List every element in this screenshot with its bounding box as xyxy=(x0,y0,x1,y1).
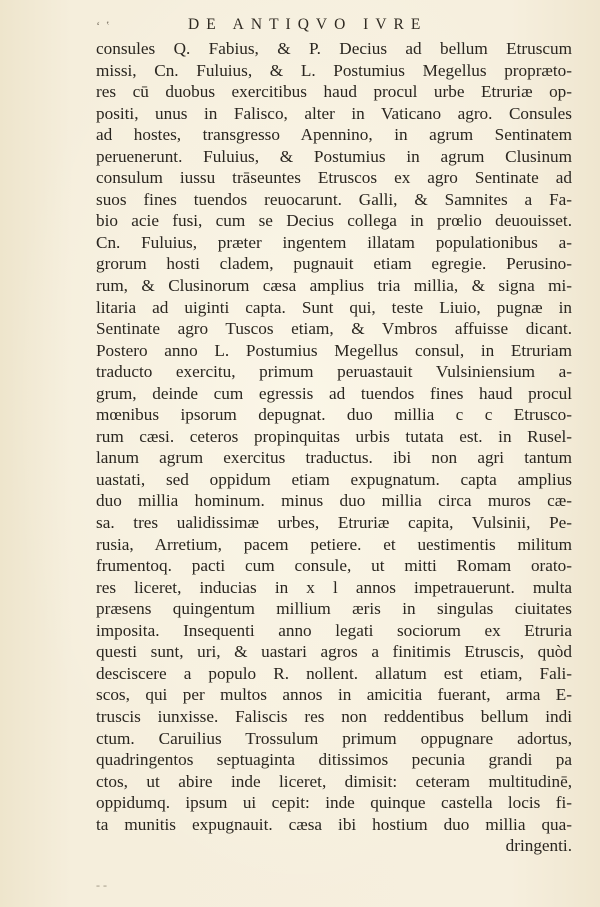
text-line: uastati, sed oppidum etiam expugnatum. capta amplius xyxy=(96,469,572,489)
text-line: questi sunt, uri, & uastari agros a finitimis Etruscis, quòd xyxy=(96,642,572,662)
text-line: ctos, ut abire inde liceret, dimisit: ceteram multitudinē, xyxy=(96,771,572,791)
text-line: missi, Cn. Fuluius, & L. Postumius Megellus propræto- xyxy=(96,60,572,80)
text-line: rusia, Arretium, pacem petiere. et uestimentis militum xyxy=(96,534,572,554)
running-title: DE ANTIQVO IVRE xyxy=(188,16,428,33)
text-line: Sentinate agro Tuscos etiam, & Vmbros affuisse dicant. xyxy=(96,319,572,339)
text-line: sa. tres ualidissimæ urbes, Etruriæ capita, Vulsinii, Pe- xyxy=(96,513,572,533)
text-line: truscis iunxisse. Faliscis res non reddentibus bellum indi xyxy=(96,706,572,726)
text-line: præsens quingentum millium æris in singulas ciuitates xyxy=(96,599,572,619)
text-line: litaria ad uiginti capta. Sunt qui, teste Liuio, pugnæ in xyxy=(96,297,572,317)
text-line: imposita. Insequenti anno legati sociorum ex Etruria xyxy=(96,620,572,640)
text-line: quadringentos septuaginta ditissimos pecunia grandi pa xyxy=(96,750,572,770)
printer-mark: ʻ ʽ xyxy=(96,18,111,33)
text-line: frumentoq. pacti cum consule, ut mitti Romam orato- xyxy=(96,556,572,576)
text-line: positi, unus in Falisco, alter in Vaticano agro. Consules xyxy=(96,103,572,123)
text-line: ad hostes, transgresso Apennino, in agrum Sentinatem xyxy=(96,125,572,145)
text-line: consulum iussu trāseuntes Etruscos ex agro Sentinate ad xyxy=(96,168,572,188)
text-line: Cn. Fuluius, præter ingentem illatam populationibus a- xyxy=(96,232,572,252)
text-line: mœnibus ipsorum depugnat. duo millia c c Etrusco- xyxy=(96,405,572,425)
text-line: Postero anno L. Postumius Megellus consul, in Etruriam xyxy=(96,340,572,360)
running-head xyxy=(0,14,600,40)
text-line: duo millia hominum. minus duo millia circa muros cæ- xyxy=(96,491,572,511)
text-line: traducto exercitu, primum peruastauit Vulsiniensium a- xyxy=(96,362,572,382)
text-line: lanum agrum exercitus traductus. ibi non agri tantum xyxy=(96,448,572,468)
text-line: ta munitis expugnauit. cæsa ibi hostium duo millia qua- xyxy=(96,814,572,834)
body-text xyxy=(96,38,572,857)
text-line: grorum hosti cladem, pugnauit etiam egregie. Perusino- xyxy=(96,254,572,274)
text-line: grum, deinde cum egressis ad tuendos fines haud procul xyxy=(96,383,572,403)
text-line: rum cæsi. ceteros propinquitas urbis tutata est. in Rusel- xyxy=(96,426,572,446)
text-line: peruenerunt. Fuluius, & Postumius in agrum Clusinum xyxy=(96,146,572,166)
text-line: rum, & Clusinorum cæsa amplius tria millia, & signa mi- xyxy=(96,276,572,296)
text-line: bio acie fusi, cum se Decius collega in prœlio deuouisset. xyxy=(96,211,572,231)
text-line: suos fines tuendos reuocarunt. Galli, & Samnites a Fa- xyxy=(96,189,572,209)
text-line: oppidumq. ipsum ui cepit: inde quinque castella locis fi- xyxy=(96,793,572,813)
catchword: dringenti. xyxy=(505,836,572,856)
text-line: res cū duobus exercitibus haud procul urbe Etruriæ op- xyxy=(96,82,572,102)
text-line: scos, qui per multos annos in amicitia fuerant, arma E- xyxy=(96,685,572,705)
text-line: consules Q. Fabius, & P. Decius ad bellum Etruscum xyxy=(96,39,572,58)
text-line: res liceret, inducias in x l annos impetrauerunt. multa xyxy=(96,577,572,597)
text-line: desciscere a populo R. nollent. allatum est etiam, Fali- xyxy=(96,663,572,683)
text-line: ctum. Caruilius Trossulum primum oppugnare adortus, xyxy=(96,728,572,748)
margin-mark: - - xyxy=(96,878,107,892)
